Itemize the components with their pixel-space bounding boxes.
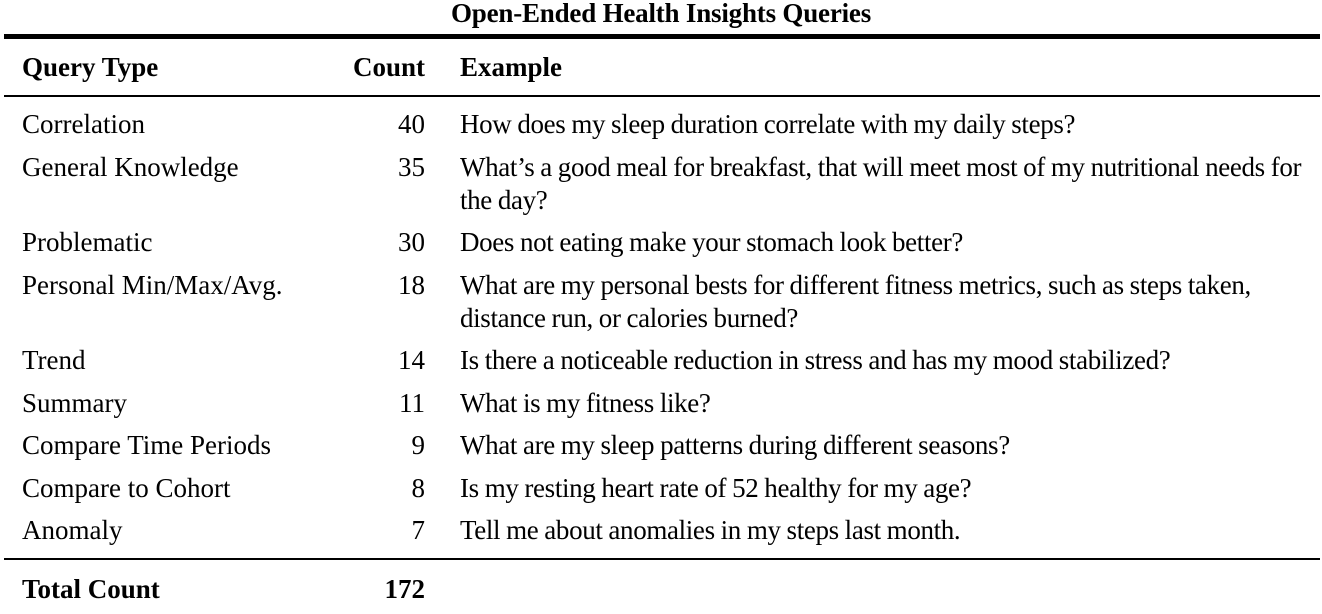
table-caption: Open-Ended Health Insights Queries (450, 0, 872, 28)
count-cell: 30 (398, 227, 425, 257)
count-cell: 14 (398, 345, 425, 375)
query-type-cell: Anomaly (22, 515, 123, 545)
header-query-type: Query Type (22, 52, 159, 82)
count-cell: 8 (411, 472, 425, 503)
example-cell: Tell me about anomalies in my steps last month. (460, 515, 961, 545)
query-type-cell: Trend (22, 345, 86, 375)
query-type-cell: Summary (22, 387, 127, 418)
example-cell: What is my fitness like? (460, 387, 711, 418)
count-cell: 11 (399, 387, 425, 418)
total-rule (4, 558, 1320, 560)
total-row (0, 572, 1322, 606)
total-label: Total Count (22, 574, 160, 604)
example-cell: What are my personal bests for different fitness metrics, such as steps taken, distance run, or calories burned? (460, 269, 1251, 333)
table-row (0, 151, 1322, 217)
table-row (0, 226, 1322, 259)
header-rule (4, 95, 1320, 97)
table-row (0, 387, 1322, 420)
count-cell: 40 (398, 109, 425, 139)
table-row (0, 269, 1322, 335)
table-row (0, 472, 1322, 505)
query-type-cell: Correlation (22, 109, 145, 139)
example-cell: Does not eating make your stomach look better? (460, 227, 963, 257)
total-count: 172 (384, 574, 425, 604)
example-cell: Is my resting heart rate of 52 healthy for my age? (460, 472, 972, 503)
count-cell: 7 (411, 515, 425, 545)
header-count: Count (352, 52, 425, 82)
query-type-cell: Compare to Cohort (22, 472, 231, 503)
query-type-cell: Problematic (22, 227, 153, 257)
table-row (0, 514, 1322, 547)
header-example: Example (460, 52, 563, 82)
example-cell: What’s a good meal for breakfast, that will meet most of my nutritional needs for the day? (460, 151, 1302, 215)
top-rule (4, 34, 1320, 39)
table-row (0, 429, 1322, 462)
example-cell: What are my sleep patterns during different seasons? (460, 430, 1010, 460)
table-body (0, 108, 1322, 557)
count-cell: 9 (411, 430, 425, 460)
query-type-cell: Personal Min/Max/Avg. (22, 269, 283, 300)
query-type-cell: General Knowledge (22, 151, 239, 182)
count-cell: 18 (398, 269, 425, 300)
count-cell: 35 (398, 151, 425, 182)
example-cell: How does my sleep duration correlate with my daily steps? (460, 109, 1076, 139)
example-cell: Is there a noticeable reduction in stress and has my mood stabilized? (460, 345, 1171, 375)
table-row (0, 108, 1322, 141)
query-type-cell: Compare Time Periods (22, 430, 272, 460)
table-row (0, 344, 1322, 377)
